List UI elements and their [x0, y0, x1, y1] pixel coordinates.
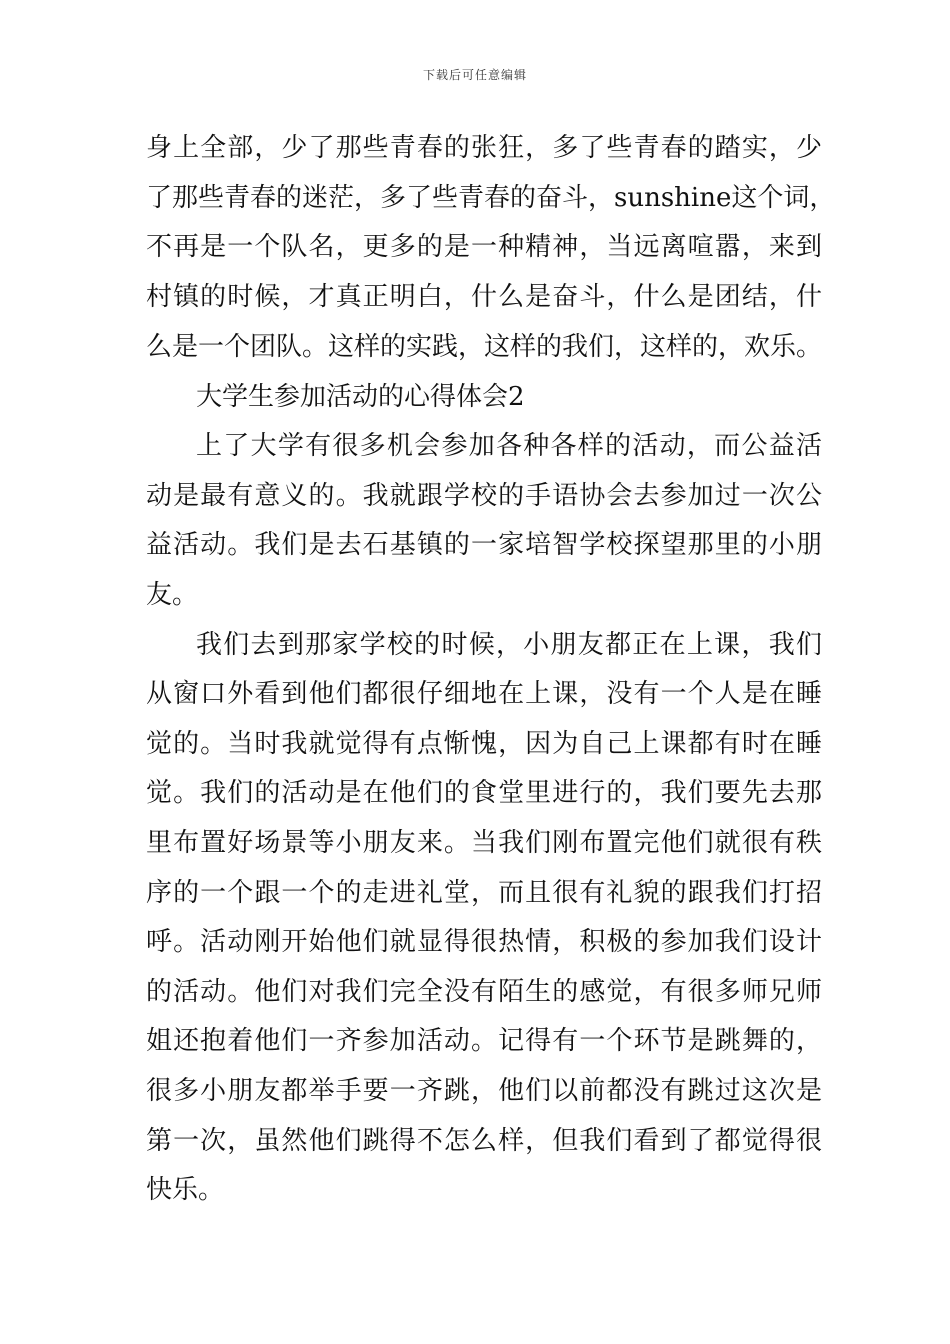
section-heading: 大学生参加活动的心得体会2	[196, 382, 525, 412]
body-line: 从窗口外看到他们都很仔细地在上课，没有一个人是在睡	[146, 679, 822, 709]
body-line: 呼。活动刚开始他们就显得很热情，积极的参加我们设计	[146, 927, 822, 957]
body-line: 么是一个团队。这样的实践，这样的我们，这样的，欢乐。	[146, 332, 823, 362]
body-line: 姐还抱着他们一齐参加活动。记得有一个环节是跳舞的，	[146, 1026, 822, 1056]
body-line: 觉的。当时我就觉得有点惭愧，因为自己上课都有时在睡	[146, 729, 822, 759]
body-line: 上了大学有很多机会参加各种各样的活动，而公益活	[196, 431, 822, 461]
body-line: 的活动。他们对我们完全没有陌生的感觉，有很多师兄师	[146, 977, 822, 1007]
body-line: 益活动。我们是去石基镇的一家培智学校探望那里的小朋	[146, 530, 822, 560]
body-line: 村镇的时候，才真正明白，什么是奋斗，什么是团结，什	[146, 282, 822, 312]
body-line: 快乐。	[146, 1175, 225, 1205]
body-line: 第一次，虽然他们跳得不怎么样，但我们看到了都觉得很	[146, 1126, 822, 1156]
body-line: 身上全部，少了那些青春的张狂，多了些青春的踏实，少	[146, 133, 822, 163]
body-line: 我们去到那家学校的时候，小朋友都正在上课，我们	[196, 630, 822, 660]
body-line: 序的一个跟一个的走进礼堂，而且很有礼貌的跟我们打招	[146, 878, 822, 908]
body-line: 了那些青春的迷茫，多了些青春的奋斗，sunshine这个词，	[146, 183, 836, 213]
body-line: 很多小朋友都举手要一齐跳，他们以前都没有跳过这次是	[146, 1076, 822, 1106]
body-line: 动是最有意义的。我就跟学校的手语协会去参加过一次公	[146, 481, 822, 511]
body-line: 不再是一个队名，更多的是一种精神，当远离喧嚣，来到	[146, 232, 822, 262]
page-header: 下载后可任意编辑	[422, 68, 527, 82]
body-line: 友。	[146, 580, 199, 610]
body-line: 觉。我们的活动是在他们的食堂里进行的，我们要先去那	[146, 778, 822, 808]
body-line: 里布置好场景等小朋友来。当我们刚布置完他们就很有秩	[146, 828, 822, 858]
